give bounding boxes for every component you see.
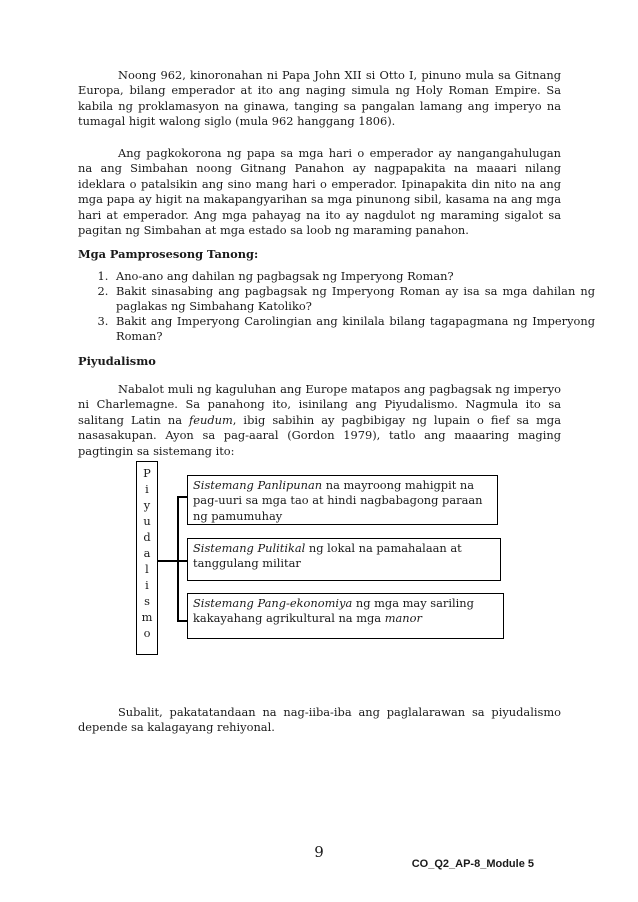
heading-pamprosesong-tanong: Mga Pamprosesong Tanong: [78, 247, 259, 261]
box-sistemang-pulitikal [187, 538, 501, 581]
vertical-letter: y [143, 498, 151, 512]
vertical-letter: o [143, 626, 151, 640]
vertical-letter: l [145, 562, 149, 576]
box1-text: na mayroong mahigpit na pag-uuri sa mga tao at hindi nagbabagong paraan ng pamumuhay [193, 478, 483, 523]
box2-text: ng lokal na pamahalaan at tanggulang militar [193, 541, 462, 571]
vertical-letter: i [145, 482, 149, 496]
vertical-letter: a [143, 546, 151, 560]
module-code-footer: CO_Q2_AP-8_Module 5 [411, 858, 534, 870]
term-panlipunan: Sistemang Panlipunan [193, 478, 323, 492]
vertical-letter: m [141, 610, 153, 624]
vertical-letter: d [143, 530, 151, 544]
vertical-letter: i [145, 578, 149, 592]
vertical-letter: P [143, 466, 151, 480]
paragraph-text-a: Nabalot muli ng kaguluhan ang Europe matapos ang pagbagsak ng imperyo ni Charlemagne. Sa panahong ito, isinilang ang Piyudalismo. Nagmula ito sa salitang Latin na [78, 382, 561, 427]
vertical-letter: s [144, 594, 150, 608]
term-pang-ekonomiya: Sistemang Pang-ekonomiya [193, 596, 353, 610]
box3-text: ng mga may sariling kakayahang agrikultural na mga [193, 596, 474, 626]
box-sistemang-pang-ekonomiya [187, 593, 504, 639]
question-1: 1. Ano-ano ang dahilan ng pagbagsak ng Imperyong Roman? [112, 269, 595, 284]
term-feudum: feudum [189, 412, 233, 427]
page-number: 9 [314, 843, 324, 861]
vertical-letter: u [143, 514, 151, 528]
question-3: 3. Bakit ang Imperyong Carolingian ang kinilala bilang tagapagmana ng Imperyong Roman? [112, 314, 595, 344]
paragraph-text-b: , ibig sabihin ay pagbibigay ng lupain o fief sa mga nasasakupan. Ayon sa pag-aaral (Gordon 1979), tatlo ang maaaring maging pagtingin sa sistemang ito: [78, 412, 562, 458]
paragraph-holy-roman-empire: Noong 962, kinoronahan ni Papa John XII si Otto I, pinuno mula sa Gitnang Europa, bilang emperador at ito ang naging simula ng Holy Roman Empire. Sa kabila ng proklamasyon na ginawa, tanging sa pangalan lamang ang imperyo na tumagal higit walong siglo (mula 962 hanggang 1806). [78, 68, 561, 129]
paragraph-pagkokorona: Ang pagkokorona ng papa sa mga hari o emperador ay nangangahulugan na ang Simbahan noong Gitnang Panahon ay nagpapakita na maaari nilang ideklara o patalsikin ang sino mang hari o emperador. Ipinapakita din nito na ang mga papa ay higit na makapangyarihan sa mga pinunong sibil, kasama na ang mga hari at emperador. Ang mga pahayag na ito ay nagdulot ng maraming sigalot sa pagitan ng Simbahan at mga estado sa loob ng maraming panahon. [78, 146, 561, 238]
box-sistemang-panlipunan [187, 475, 498, 525]
question-2: 2. Bakit sinasabing ang pagbagsak ng Imperyong Roman ay isa sa mga dahilan ng paglakas ng Simbahang Katoliko? [112, 284, 595, 314]
term-pulitikal: Sistemang Pulitikal [193, 541, 306, 555]
heading-piyudalismo: Piyudalismo [78, 354, 156, 368]
paragraph-conclusion: Subalit, pakatatandaan na nag-iiba-iba ang paglalarawan sa piyudalismo depende sa kalagayang rehiyonal. [78, 705, 561, 735]
term-manor: manor [384, 611, 422, 626]
